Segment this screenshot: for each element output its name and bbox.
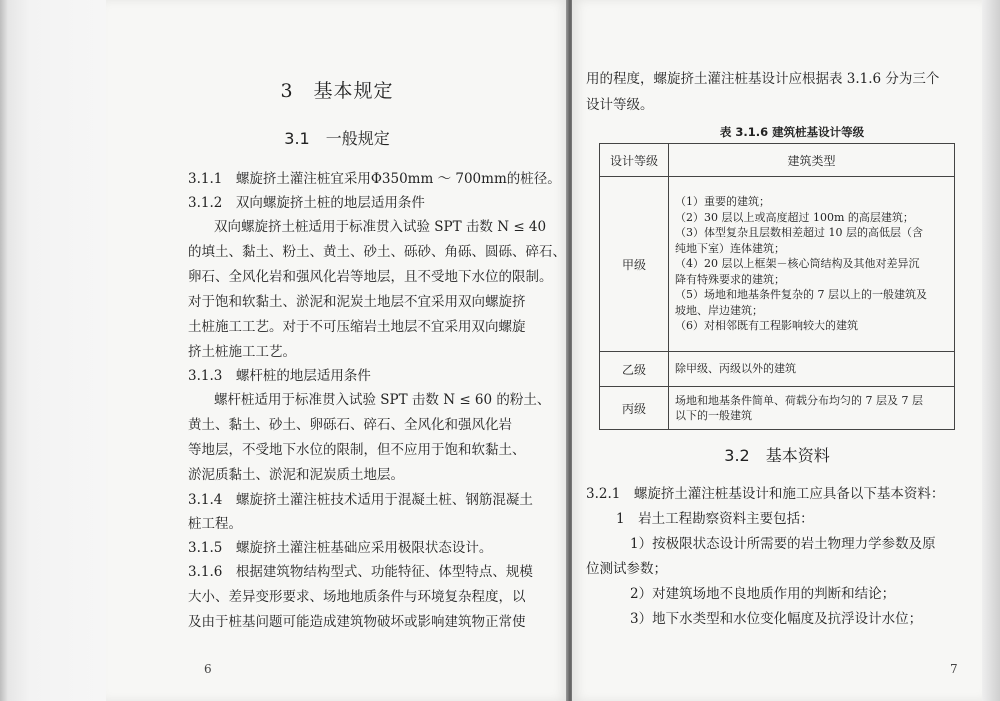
paragraph-line: 用的程度，螺旋挤土灌注桩基设计应根据表 3.1.6 分为三个 — [586, 71, 940, 87]
table-item: 除甲级、丙级以外的建筑 — [675, 362, 796, 376]
page-number-left: 6 — [204, 662, 212, 676]
paragraph-line: 黄土、黏土、砂土、卵砾石、碎石、全风化和强风化岩 — [188, 417, 512, 433]
clause-3-2-1: 3.2.1 螺旋挤土灌注桩基设计和施工应具备以下基本资料： — [586, 486, 945, 502]
table-item: 降有特殊要求的建筑； — [675, 272, 785, 286]
table-item: （6）对相邻既有工程影响较大的建筑 — [675, 319, 858, 333]
table-item: （1）重要的建筑； — [675, 195, 770, 209]
grade-cell: 乙级 — [600, 352, 669, 387]
table-header-grade: 设计等级 — [600, 144, 669, 177]
paragraph-line: 卵石、全风化岩和强风化岩等地层，且不受地下水位的限制。 — [188, 269, 553, 285]
table-row — [600, 177, 955, 352]
paragraph-line: 螺杆桩适用于标准贯入试验 SPT 击数 N ≤ 60 的粉土、 — [214, 392, 551, 408]
table-item: 坡地、岸边建筑； — [675, 303, 763, 317]
left-page — [106, 0, 568, 701]
chapter-title: 3 基本规定 — [280, 80, 394, 102]
list-item: 位测试参数； — [586, 561, 667, 577]
paragraph-line: 设计等级。 — [586, 97, 654, 113]
building-type-cell — [669, 177, 955, 352]
grade-cell: 丙级 — [600, 387, 669, 430]
list-item: 1）按极限状态设计所需要的岩土物理力学参数及原 — [630, 536, 936, 552]
paragraph-line: 对于饱和软黏土、淤泥和泥炭土地层不宜采用双向螺旋挤 — [188, 294, 526, 310]
table-header-building-type: 建筑类型 — [669, 144, 955, 177]
paragraph-line: 双向螺旋挤土桩适用于标准贯入试验 SPT 击数 N ≤ 40 — [214, 219, 547, 235]
clause-3-1-1: 3.1.1 螺旋挤土灌注桩宜采用Φ350mm ～ 700mm的桩径。 — [188, 171, 561, 187]
clause-3-1-5: 3.1.5 螺旋挤土灌注桩基础应采用极限状态设计。 — [188, 540, 493, 556]
table-row — [600, 387, 955, 430]
grade-cell: 甲级 — [600, 177, 669, 352]
table-item: （4）20 层以上框架－核心筒结构及其他对差异沉 — [675, 257, 920, 271]
page-stack-edge-left — [0, 0, 106, 701]
building-type-cell — [669, 352, 955, 387]
paragraph-line: 挤土桩施工工艺。 — [188, 344, 296, 360]
section-title-3-1: 3.1 一般规定 — [284, 129, 390, 148]
paragraph-line: 土桩施工工艺。对于不可压缩岩土地层不宜采用双向螺旋 — [188, 319, 526, 335]
table-caption: 表 3.1.6 建筑桩基设计等级 — [719, 125, 865, 139]
list-item: 2）对建筑场地不良地质作用的判断和结论； — [630, 586, 896, 602]
page-stack-edge-right — [982, 0, 1000, 701]
paragraph-line: 大小、差异变形要求、场地地质条件与环境复杂程度，以 — [188, 589, 526, 605]
table-item: 以下的一般建筑 — [675, 409, 752, 422]
clause-3-1-2: 3.1.2 双向螺旋挤土桩的地层适用条件 — [188, 195, 425, 211]
clause-3-1-6: 3.1.6 根据建筑物结构型式、功能特征、体型特点、规模 — [188, 564, 533, 580]
paragraph-line: 及由于桩基问题可能造成建筑物破坏或影响建筑物正常使 — [188, 614, 526, 630]
table-item: 纯地下室）连体建筑； — [675, 241, 785, 255]
clause-3-1-4: 3.1.4 螺旋挤土灌注桩技术适用于混凝土桩、钢筋混凝土 — [188, 492, 533, 508]
list-item: 1 岩土工程勘察资料主要包括： — [616, 511, 814, 527]
design-grade-table — [599, 143, 955, 430]
page-number-right: 7 — [950, 662, 958, 676]
section-title-3-2: 3.2 基本资料 — [724, 446, 830, 465]
table-item: （5）场地和地基条件复杂的 7 层以上的一般建筑及 — [675, 288, 927, 302]
table-item: （3）体型复杂且层数相差超过 10 层的高低层（含 — [675, 226, 923, 240]
clause-3-1-3: 3.1.3 螺杆桩的地层适用条件 — [188, 368, 371, 384]
table-item: （2）30 层以上或高度超过 100m 的高层建筑； — [675, 210, 914, 224]
paragraph-line: 等地层，不受地下水位的限制，但不应用于饱和软黏土、 — [188, 442, 526, 458]
paragraph-line: 桩工程。 — [188, 516, 242, 532]
list-item: 3）地下水类型和水位变化幅度及抗浮设计水位； — [630, 611, 923, 627]
table-header-row — [600, 144, 955, 177]
table-item: 场地和地基条件简单、荷载分布均匀的 7 层及 7 层 — [675, 393, 923, 407]
paragraph-line: 的填土、黏土、粉土、黄土、砂土、砾砂、角砾、圆砾、碎石、 — [188, 244, 566, 260]
paragraph-line: 淤泥质黏土、淤泥和泥炭质土地层。 — [188, 467, 404, 483]
right-page — [572, 0, 982, 701]
table-row — [600, 352, 955, 387]
building-type-cell — [669, 387, 955, 430]
